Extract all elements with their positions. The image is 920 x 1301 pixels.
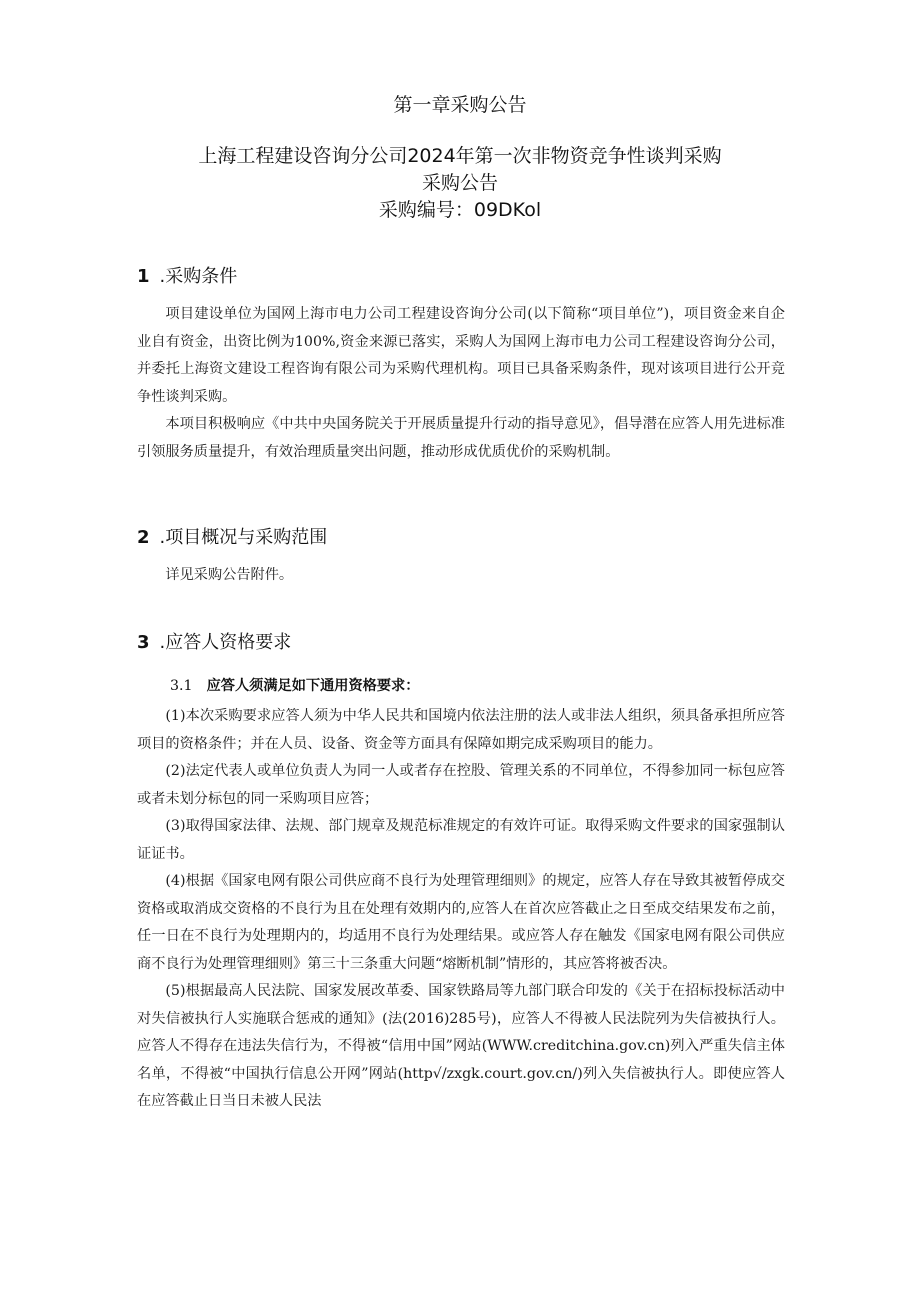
- section-3-body: [137, 703, 785, 1116]
- section-1-paragraph-2: 本项目积极响应《中共中央国务院关于开展质量提升行动的指导意见》，倡导潜在应答人用先进标准引领服务质量提升，有效治理质量突出问题，推动形成优质优价的采购机制。: [137, 416, 785, 460]
- requirement-item-2: (2)法定代表人或单位负责人为同一人或者存在控股、管理关系的不同单位，不得参加同一标包应答或者未划分标包的同一采购项目应答；: [137, 763, 785, 807]
- title-line-1: 上海工程建设咨询分公司2024年第一次非物资竞争性谈判采购: [198, 145, 722, 167]
- title-line-2: 采购公告: [421, 172, 498, 194]
- section-1-title: .采购条件: [159, 266, 238, 287]
- section-1-body: [137, 301, 785, 466]
- requirement-item-1: (1)本次采购要求应答人须为中华人民共和国境内依法注册的法人或非法人组织，须具备承担所应答项目的资格条件；并在人员、设备、资金等方面具有保障如期完成采购项目的能力。: [137, 708, 785, 752]
- subsection-3-1: [170, 675, 419, 695]
- document-title: [0, 143, 920, 224]
- requirement-item-4: (4)根据《国家电网有限公司供应商不良行为处理管理细则》的规定，应答人存在导致其被暂停成交资格或取消成交资格的不良行为且在处理有效期内的,应答人在首次应答截止之日至成交结果发布之前，任一日在不良行为处理期内的，均适用不良行为处理结果。或应答人存在触发《国家电网有限公司供应商不良行为处理管理细则》第三十三条重大问题“熔断机制”情形的，其应答将被否决。: [137, 873, 785, 972]
- section-3-title: .应答人资格要求: [159, 632, 292, 653]
- section-1-paragraph-1: 项目建设单位为国网上海市电力公司工程建设咨询分公司(以下简称“项目单位”)，项目资金来自企业自有资金，出资比例为100%,资金来源已落实，采购人为国网上海市电力公司工程建设咨询分公司，并委托上海资文建设工程咨询有限公司为采购代理机构。项目已具备采购条件，现对该项目进行公开竞争性谈判采购。: [137, 306, 785, 405]
- requirement-item-3: (3)取得国家法律、法规、部门规章及规范标准规定的有效许可证。取得采购文件要求的国家强制认证证书。: [137, 818, 785, 862]
- requirement-item-5: (5)根据最高人民法院、国家发展改革委、国家铁路局等九部门联合印发的《关于在招标投标活动中对失信被执行人实施联合惩戒的通知》(法(2016)285号)，应答人不得被人民法院列为失信被执行人。应答人不得存在违法失信行为，不得被“信用中国”网站(WWW.creditchina.gov.cn)列入严重失信主体名单，不得被“中国执行信息公开网”网站(http√/zxgk.court.gov.cn/)列入失信被执行人。即使应答人在应答截止日当日未被人民法: [137, 983, 785, 1109]
- procurement-code: 采购编号：09DKol: [378, 199, 542, 221]
- section-2-paragraph-1: 详见采购公告附件。: [165, 567, 294, 583]
- subsection-3-1-title: 应答人须满足如下通用资格要求：: [206, 678, 420, 694]
- section-1-heading: [137, 262, 237, 288]
- chapter-title: 第一章采购公告: [393, 94, 527, 116]
- section-2-body: [137, 562, 785, 590]
- subsection-3-1-number: 3.1: [170, 678, 193, 694]
- section-2-heading: [137, 523, 327, 549]
- section-3-number: 3: [137, 632, 150, 653]
- section-2-number: 2: [137, 527, 150, 548]
- section-2-title: .项目概况与采购范围: [159, 527, 328, 548]
- section-1-number: 1: [137, 266, 150, 287]
- section-3-heading: [137, 628, 291, 654]
